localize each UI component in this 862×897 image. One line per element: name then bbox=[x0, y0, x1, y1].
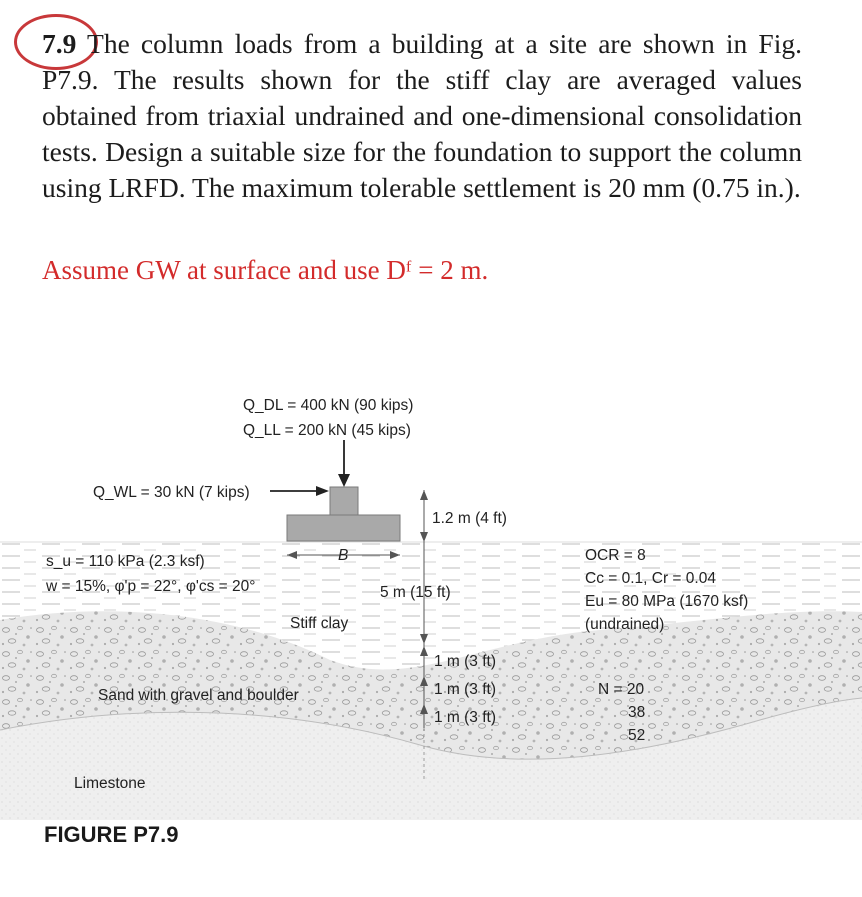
soil-profile-diagram bbox=[0, 360, 862, 892]
problem-statement bbox=[42, 26, 802, 206]
clay-ocr: OCR = 8 bbox=[585, 547, 646, 564]
problem-text: The column loads from a building at a site are shown in Fig. P7.9. The results shown for the stiff clay are averaged values obtained from triaxial undrained and one-dimensional consolidation tests. Design a suitable size for the foundation to support the column using LRFD. The maximum tolerable settlement is 20 mm (0.75 in.). bbox=[42, 28, 802, 203]
limestone-label: Limestone bbox=[74, 775, 146, 792]
clay-undrained-strength: s_u = 110 kPa (2.3 ksf) bbox=[46, 553, 205, 570]
figure-p7-9 bbox=[0, 360, 862, 892]
footing-column bbox=[330, 487, 358, 517]
problem-number: 7.9 bbox=[42, 28, 77, 59]
clay-compression-indices: Cc = 0.1, Cr = 0.04 bbox=[585, 570, 716, 587]
wind-load-arrow bbox=[316, 486, 329, 496]
spt-n-1: N = 20 bbox=[598, 681, 645, 698]
dead-load-label: Q_DL = 400 kN (90 kips) bbox=[243, 397, 414, 414]
clay-properties: w = 15%, φ'p = 22°, φ'cs = 20° bbox=[46, 578, 256, 595]
footing-width-label: B bbox=[338, 547, 349, 564]
vertical-load-arrow bbox=[338, 474, 350, 487]
stiff-clay-label: Stiff clay bbox=[290, 615, 349, 632]
spt-n-3: 52 bbox=[628, 727, 646, 744]
sand-layer-1: 1 m (3 ft) bbox=[434, 653, 497, 670]
sand-layer-2: 1 m (3 ft) bbox=[434, 681, 497, 698]
figure-caption: FIGURE P7.9 bbox=[44, 822, 179, 847]
wind-load-label: Q_WL = 30 kN (7 kips) bbox=[93, 484, 250, 501]
clay-undrained-note: (undrained) bbox=[585, 616, 665, 633]
sand-layer-3: 1 m (3 ft) bbox=[434, 709, 497, 726]
spt-n-2: 38 bbox=[628, 704, 646, 721]
clay-modulus: Eu = 80 MPa (1670 ksf) bbox=[585, 593, 749, 610]
clay-thickness-label: 5 m (15 ft) bbox=[380, 584, 451, 601]
depth-label: 1.2 m (4 ft) bbox=[432, 510, 507, 527]
footing-base bbox=[287, 515, 400, 541]
live-load-label: Q_LL = 200 kN (45 kips) bbox=[243, 422, 411, 439]
handwritten-annotation: Assume GW at surface and use Dᶠ = 2 m. bbox=[42, 255, 489, 285]
sand-label: Sand with gravel and boulder bbox=[98, 687, 299, 704]
